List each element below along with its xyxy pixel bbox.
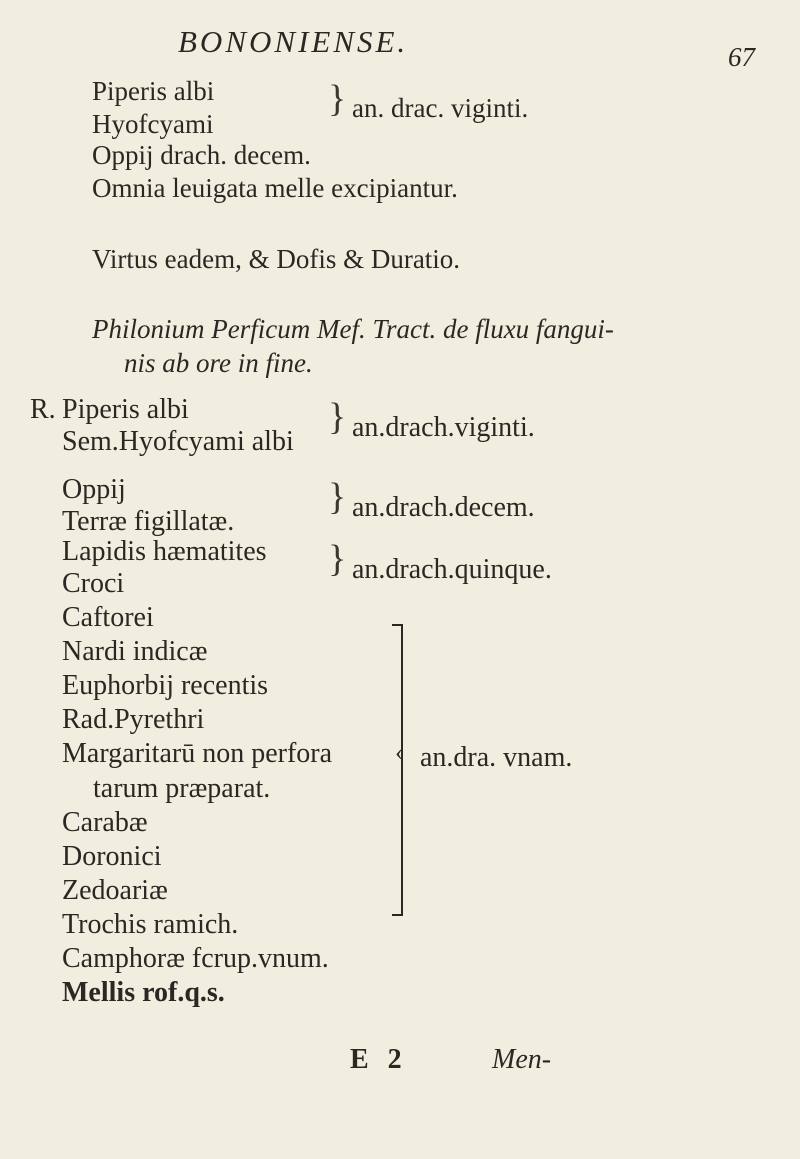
- ingredient-line: Rad.Pyrethri: [62, 704, 205, 735]
- running-title: BONONIENSE.: [178, 24, 409, 59]
- dose-label: an.drach.decem.: [352, 492, 535, 523]
- ingredient-line: Sem.Hyofcyami albi: [62, 426, 294, 457]
- ingredient-line: tarum præparat.: [93, 773, 271, 804]
- recipe-symbol: R.: [30, 394, 56, 425]
- signature-mark: E 2: [350, 1044, 402, 1075]
- brace-icon: }: [328, 78, 347, 120]
- ingredient-line: Carabæ: [62, 807, 148, 838]
- ingredient-line: Piperis albi: [62, 394, 189, 425]
- dose-label: an.dra. vnam.: [420, 742, 573, 773]
- catchword: Men-: [492, 1044, 552, 1075]
- brace-icon: }: [328, 396, 347, 438]
- book-page: BONONIENSE. 67 Piperis albi Hyofcyami } an. drac. viginti. Oppij drach. decem. Omnia leuigata melle excipiantur. Virtus eadem, & Dofis & Duratio. Philonium Perficum Mef. Tract. de fluxu fangui- nis ab ore in fine. R. Piperis albi Sem.Hyofcyami albi } an.drach.viginti. Oppij Terræ figillatæ. } an.drach.decem. Lapidis hæmatites Croci } an.drach.quinque. Caftorei Nardi indicæ Euphorbij recentis Rad.Pyrethri Margaritarū non perfora tarum præparat. Carabæ Doronici Zedoariæ Trochis ramich. ‹ an.dra. vnam. Camphoræ fcrup.vnum. Mellis rof.q.s. E 2 Men-: [0, 0, 800, 1159]
- ingredient-line: Lapidis hæmatites: [62, 536, 267, 567]
- dose-label: an. drac. viginti.: [352, 93, 529, 123]
- ingredient-line: Oppij drach. decem.: [92, 140, 311, 170]
- dose-label: an.drach.quinque.: [352, 554, 552, 585]
- ingredient-line: Oppij: [62, 474, 126, 505]
- recipe-title-line1: Philonium Perficum Mef. Tract. de fluxu fangui-: [92, 314, 614, 344]
- ingredient-line: Euphorbij recentis: [62, 670, 269, 701]
- recipe-title-line2: nis ab ore in fine.: [124, 348, 313, 378]
- ingredient-line: Hyofcyami: [92, 109, 214, 139]
- brace-icon: }: [328, 538, 347, 580]
- ingredient-line: Piperis albi: [92, 76, 215, 106]
- ingredient-line: Trochis ramich.: [62, 909, 239, 940]
- ingredient-line: Nardi indicæ: [62, 636, 208, 667]
- page-number: 67: [728, 42, 755, 72]
- ingredient-line: Camphoræ fcrup.vnum.: [62, 943, 329, 974]
- ingredient-line: Caftorei: [62, 602, 154, 633]
- dose-label: an.drach.viginti.: [352, 412, 535, 443]
- ingredient-line: Croci: [62, 568, 125, 599]
- instruction-line: Omnia leuigata melle excipiantur.: [92, 173, 458, 203]
- ingredient-line: Margaritarū non perfora: [62, 738, 333, 769]
- ingredient-line: Zedoariæ: [62, 875, 168, 906]
- ingredient-line: Terræ figillatæ.: [62, 506, 235, 537]
- ingredient-line: Mellis rof.q.s.: [62, 977, 225, 1008]
- virtus-line: Virtus eadem, & Dofis & Duratio.: [92, 244, 461, 274]
- brace-icon: }: [328, 476, 347, 518]
- ingredient-line: Doronici: [62, 841, 162, 872]
